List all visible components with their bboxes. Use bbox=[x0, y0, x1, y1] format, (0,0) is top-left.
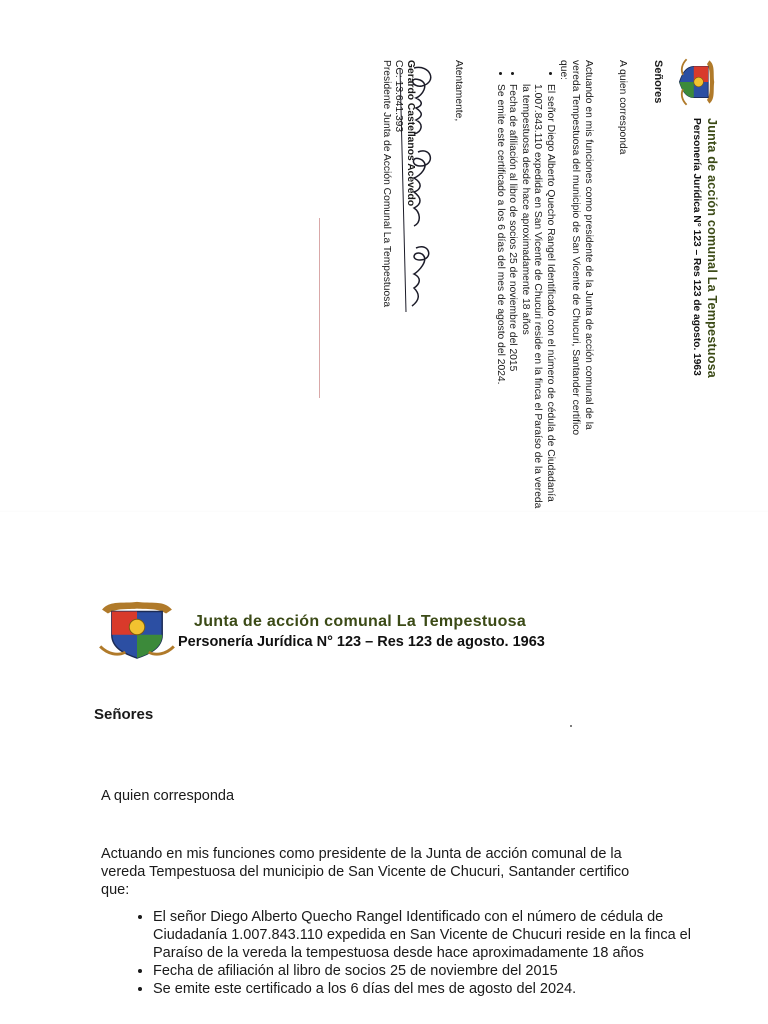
list-item: • Fecha de afiliación al libro de socios 25 de noviembre del 2015 bbox=[506, 84, 519, 512]
list-item: • El señor Diego Alberto Quecho Rangel Identificado con el número de cédula de Ciudadanía 1.007.843.110 expedida en San Vicente de Chucuri reside en la finca el Paraíso de la vereda la tempestuosa desde hace aproximadamente 18 años bbox=[153, 908, 693, 962]
scan-speck bbox=[570, 725, 572, 727]
list-item: • Se emite este certificado a los 6 días del mes de agosto del 2024. bbox=[494, 84, 507, 512]
intro-paragraph: Actuando en mis funciones como presidente de la Junta de acción comunal de la vereda Tempestuosa del municipio de San Vicente de Chucuri, Santander certifico que: bbox=[558, 60, 594, 436]
margin-line bbox=[319, 218, 320, 398]
certification-list bbox=[101, 908, 693, 998]
community-coat-of-arms-icon bbox=[676, 58, 720, 106]
upright-page-scan bbox=[0, 512, 768, 1024]
list-item: • Fecha de afiliación al libro de socios 25 de noviembre del 2015 bbox=[153, 962, 693, 980]
org-subtitle: Personería Jurídica N° 123 – Res 123 de agosto. 1963 bbox=[178, 634, 545, 650]
rotated-letter bbox=[250, 48, 720, 512]
addressee: A quien corresponda bbox=[101, 788, 235, 804]
certification-list bbox=[494, 48, 557, 512]
intro-paragraph: Actuando en mis funciones como presidente de la Junta de acción comunal de la vereda Tempestuosa del municipio de San Vicente de Chucuri, Santander certifico que: bbox=[101, 846, 630, 898]
list-item: • Se emite este certificado a los 6 días del mes de agosto del 2024. bbox=[153, 980, 693, 998]
community-coat-of-arms-icon bbox=[98, 596, 176, 660]
salutation: Señores bbox=[652, 60, 664, 104]
closing: Atentamente, bbox=[453, 60, 464, 122]
org-subtitle: Personería Jurídica N° 123 – Res 123 de agosto. 1963 bbox=[691, 118, 702, 376]
signer-name: Gerardo Castellanos Acevedo bbox=[405, 60, 416, 207]
org-title: Junta de acción comunal La Tempestuosa bbox=[194, 613, 527, 630]
list-item: • El señor Diego Alberto Quecho Rangel Identificado con el número de cédula de Ciudadanía 1.007.843.110 expedida en San Vicente de Chucuri reside en la finca el Paraíso de la vereda la tempestuosa desde hace aproximadamente 18 años bbox=[519, 84, 557, 512]
signer-id: CC: 13.641.393 bbox=[393, 60, 404, 133]
org-title: Junta de acción comunal La Tempestuosa bbox=[705, 118, 719, 379]
addressee: A quien corresponda bbox=[617, 60, 628, 155]
salutation: Señores bbox=[94, 706, 154, 723]
signer-role: Presidente Junta de Acción Comunal La Tempestuosa bbox=[381, 60, 392, 308]
